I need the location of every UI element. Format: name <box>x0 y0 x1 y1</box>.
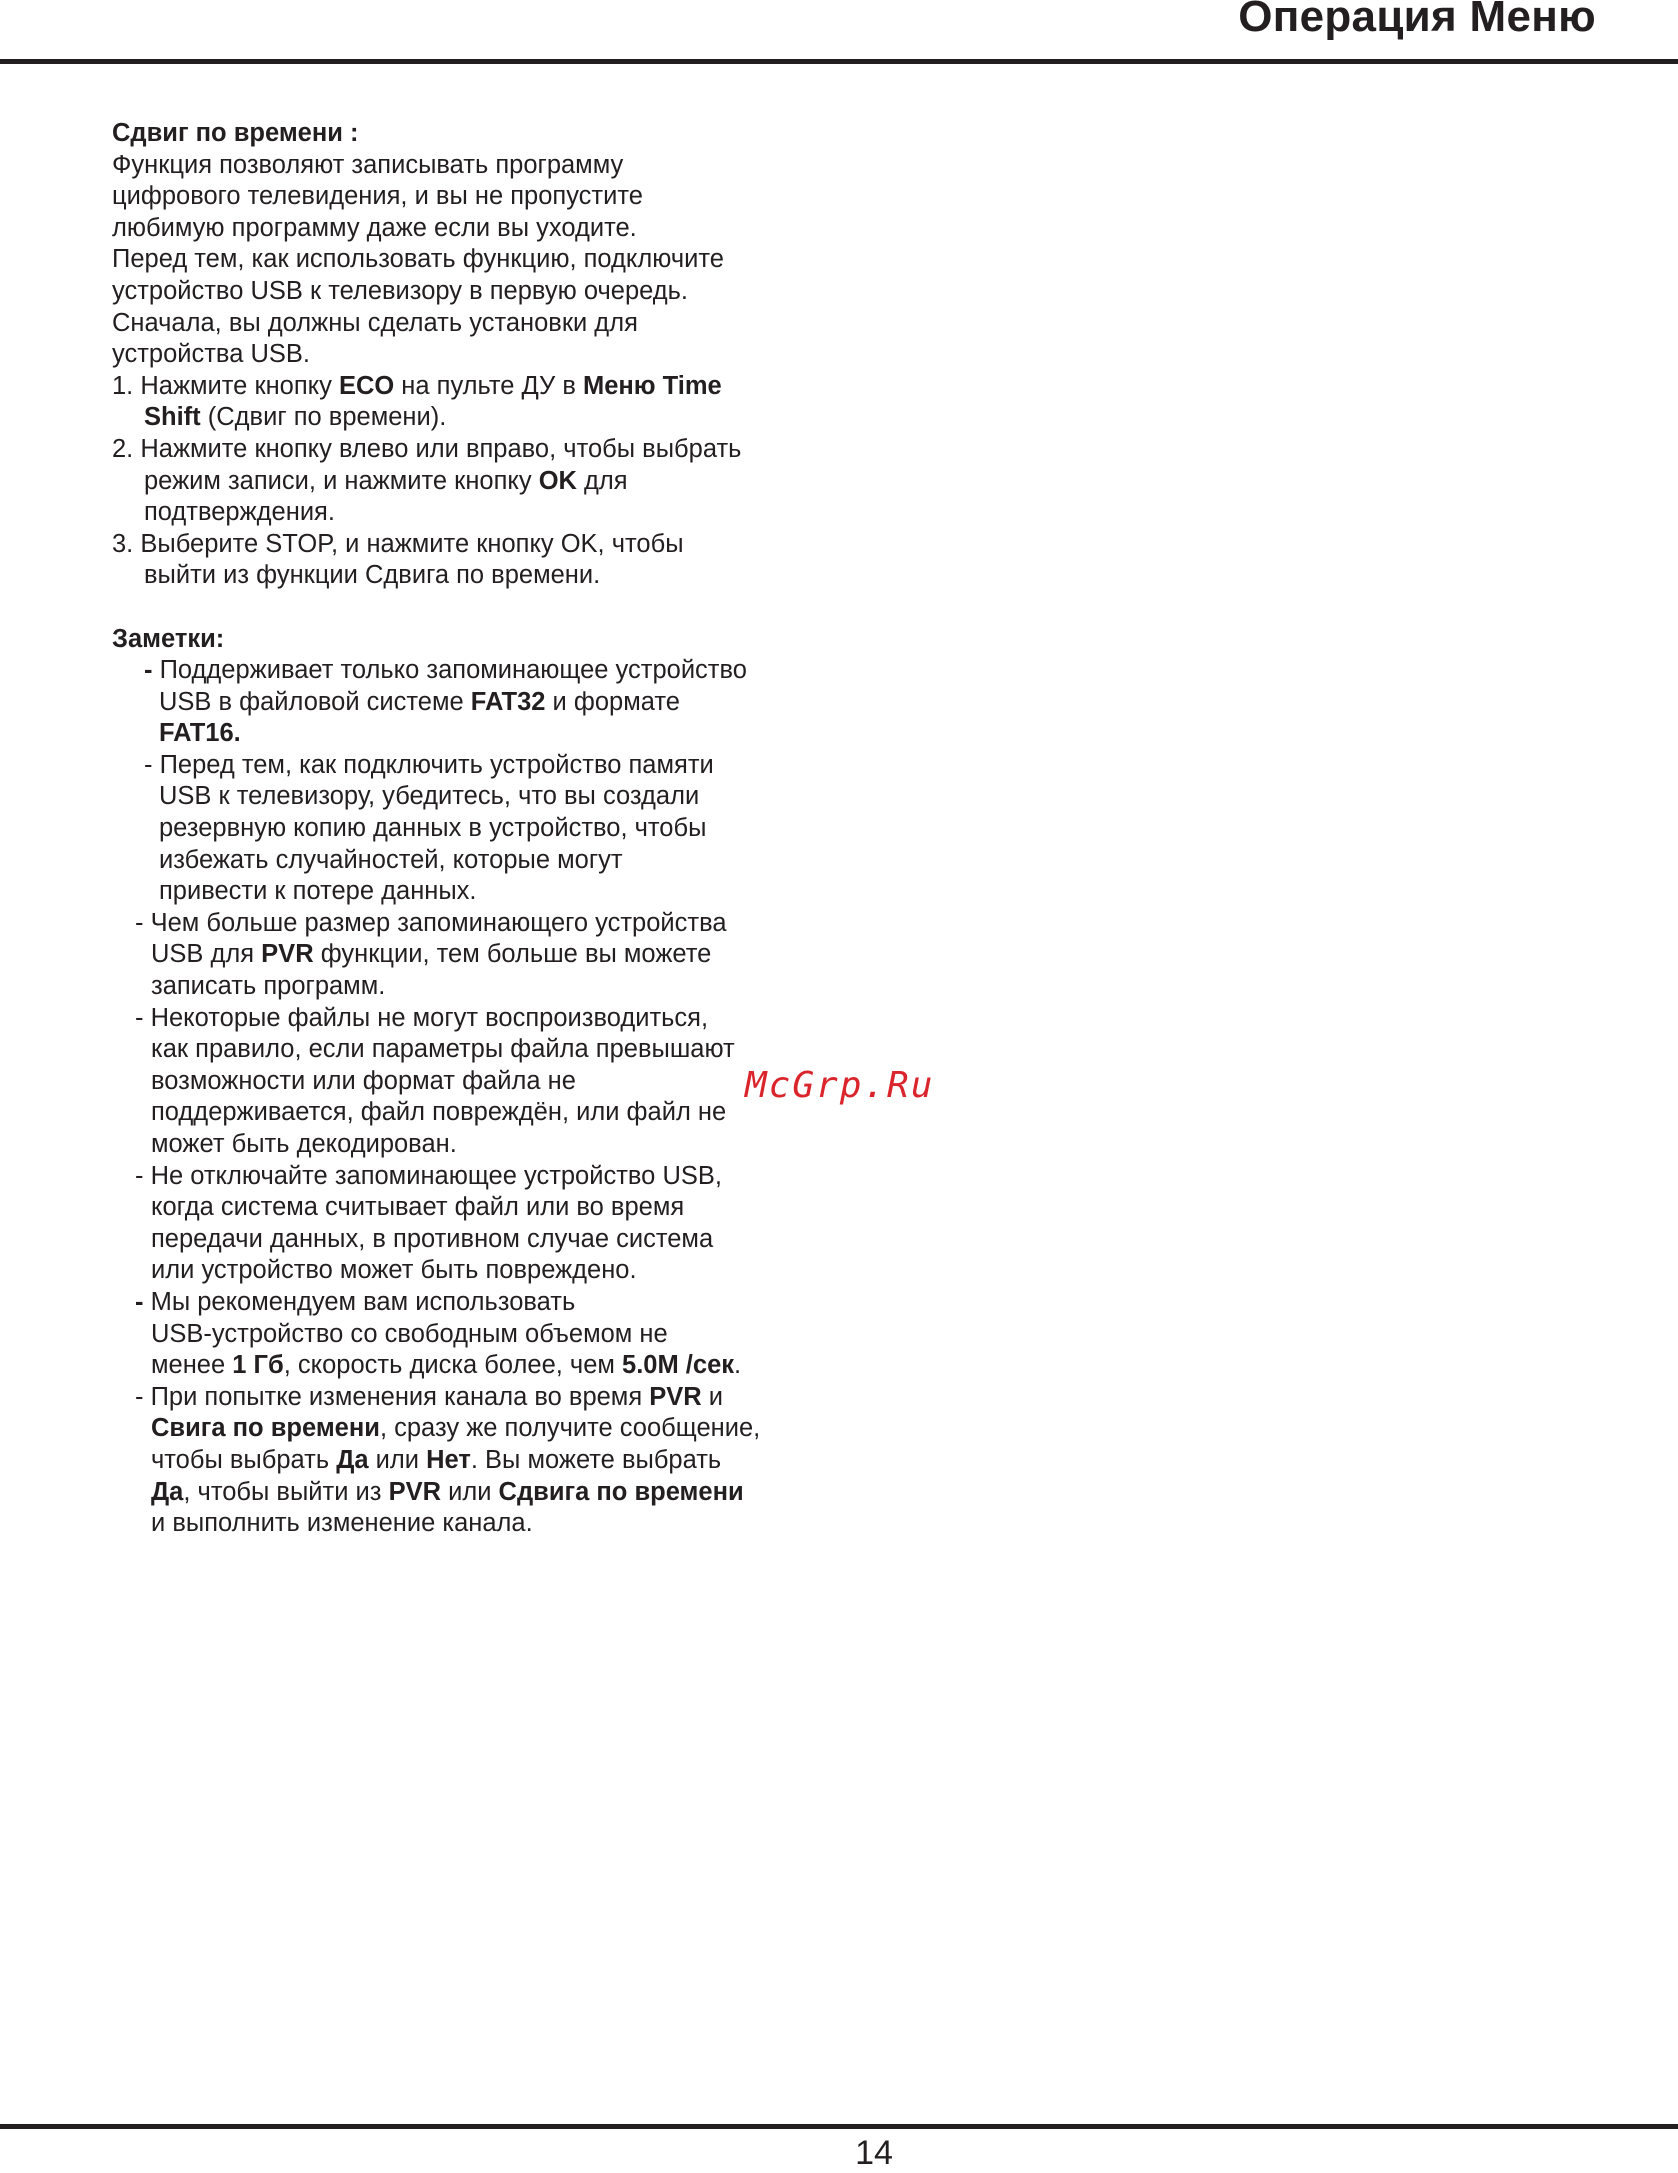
note-1-cont: USB в файловой системе FAT32 и формате <box>159 687 680 716</box>
note-7-cont: чтобы выбрать Да или Нет. Вы можете выбрать <box>151 1445 722 1474</box>
step-3-cont: выйти из функции Сдвига по времени. <box>144 561 601 590</box>
note-7-cont: Свига по времени, сразу же получите сообщение, <box>151 1414 761 1443</box>
intro-line: устройства USB. <box>112 340 310 369</box>
header-divider <box>0 59 1678 64</box>
intro-line: Функция позволяют записывать программу <box>112 150 624 179</box>
intro-line: устройство USB к телевизору в первую очередь. <box>112 276 689 305</box>
note-5-cont: или устройство может быть повреждено. <box>151 1256 637 1285</box>
step-3: 3. Выберите STOP, и нажмите кнопку OK, чтобы <box>112 529 684 558</box>
note-3: - Чем больше размер запоминающего устройства <box>135 908 727 937</box>
page-number: 14 <box>855 2134 893 2172</box>
note-5-cont: когда система считывает файл или во время <box>151 1193 685 1222</box>
page-content <box>112 118 872 1540</box>
intro-line: Перед тем, как использовать функцию, подключите <box>112 245 724 274</box>
note-7: - При попытке изменения канала во время PVR и <box>135 1382 724 1411</box>
note-2: - Перед тем, как подключить устройство памяти <box>144 750 714 779</box>
note-2-cont: резервную копию данных в устройство, чтобы <box>159 814 707 843</box>
watermark: McGrp.Ru <box>745 1065 935 1106</box>
spacer <box>112 592 872 624</box>
intro-line: Сначала, вы должны сделать установки для <box>112 308 638 337</box>
note-4: - Некоторые файлы не могут воспроизводиться, <box>135 1003 709 1032</box>
note-2-cont: избежать случайностей, которые могут <box>159 845 623 874</box>
note-7-cont: Да, чтобы выйти из PVR или Сдвига по времени <box>151 1477 744 1506</box>
note-6: - Мы рекомендуем вам использовать <box>135 1287 576 1316</box>
note-2-cont: USB к телевизору, убедитесь, что вы создали <box>159 782 700 811</box>
step-1-cont: Shift (Сдвиг по времени). <box>144 403 447 432</box>
intro-line: любимую программу даже если вы уходите. <box>112 213 637 242</box>
note-5: - Не отключайте запоминающее устройство USB, <box>135 1161 722 1190</box>
note-1: - Поддерживает только запоминающее устройство <box>144 656 747 685</box>
page-title: Операция Меню <box>1238 0 1596 41</box>
step-2-cont: подтверждения. <box>144 498 335 527</box>
note-2-cont: привести к потере данных. <box>159 877 477 906</box>
footer-divider <box>0 2124 1678 2129</box>
step-2-cont: режим записи, и нажмите кнопку OK для <box>144 466 628 495</box>
note-3-cont: записать программ. <box>151 972 386 1001</box>
step-1: 1. Нажмите кнопку ECO на пульте ДУ в Меню Time <box>112 371 722 400</box>
section-title: Сдвиг по времени : <box>112 119 359 147</box>
note-7-cont: и выполнить изменение канала. <box>151 1509 533 1538</box>
note-6-cont: USB-устройство со свободным объемом не <box>151 1319 668 1348</box>
note-1-cont: FAT16. <box>159 719 241 748</box>
notes-title: Заметки: <box>112 624 225 653</box>
intro-line: цифрового телевидения, и вы не пропустите <box>112 182 643 211</box>
note-5-cont: передачи данных, в противном случае система <box>151 1224 714 1253</box>
note-6-cont: менее 1 Гб, скорость диска более, чем 5.0M /сек. <box>151 1351 742 1380</box>
note-3-cont: USB для PVR функции, тем больше вы можете <box>151 940 712 969</box>
step-2: 2. Нажмите кнопку влево или вправо, чтобы выбрать <box>112 434 742 463</box>
note-4-cont: поддерживается, файл повреждён, или файл не <box>151 1098 727 1127</box>
note-4-cont: как правило, если параметры файла превышают <box>151 1035 735 1064</box>
note-4-cont: может быть декодирован. <box>151 1130 457 1158</box>
note-4-cont: возможности или формат файла не <box>151 1066 576 1095</box>
